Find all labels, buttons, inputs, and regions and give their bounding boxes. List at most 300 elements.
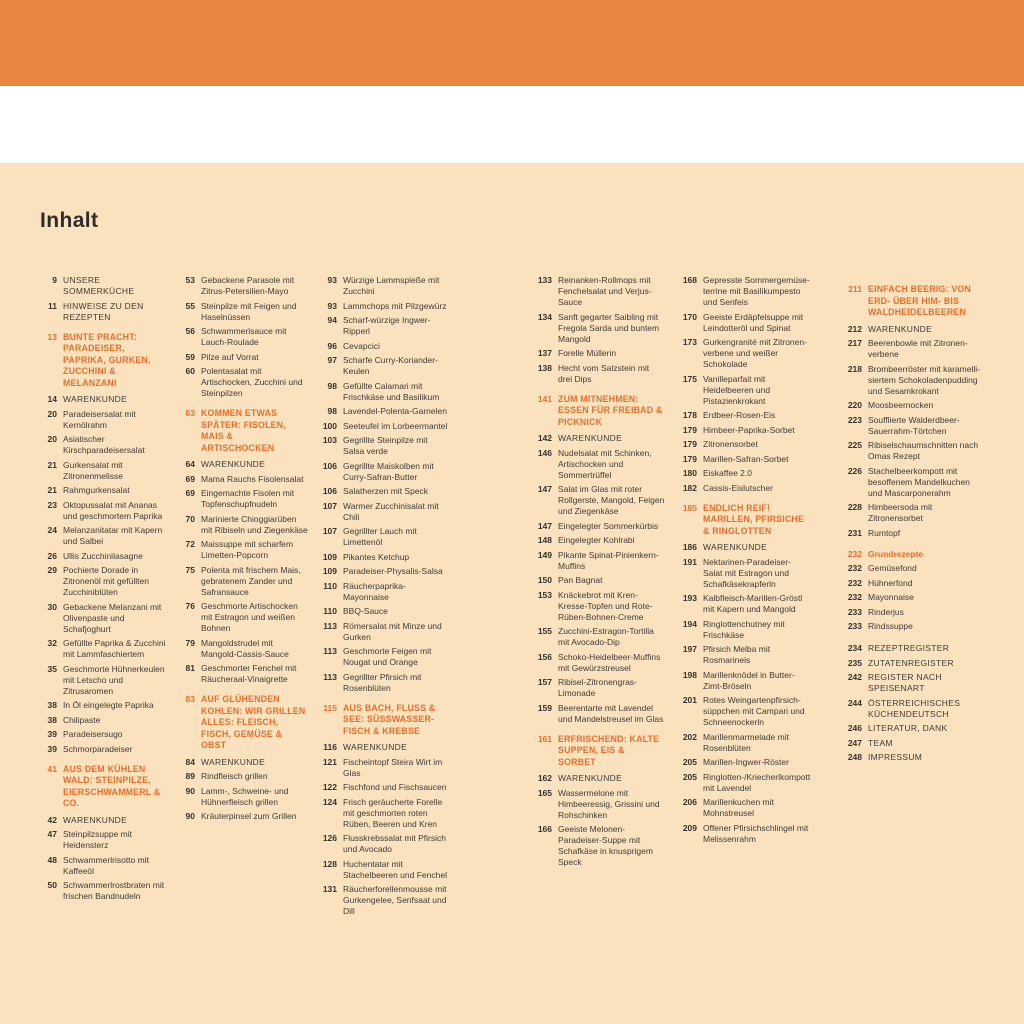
toc-entry-label: Schoko-Heidelbeer-Muffins mit Gewürzstreusel <box>558 651 661 673</box>
toc-entry-label: Kräuterpinsel zum Grillen <box>201 811 297 821</box>
toc-entry-page-number: 231 <box>847 527 862 538</box>
toc-entry-label: Frisch geräucherte Forelle mit geschmorten roten Rüben, Beeren und Kren <box>343 796 443 829</box>
toc-entry-page-number: 30 <box>47 601 57 612</box>
toc-entry-page-number: 131 <box>322 884 337 894</box>
toc-entry <box>320 581 450 603</box>
toc-entry-label: Geschmorte Feigen mit Nougat und Orange <box>343 646 432 667</box>
toc-entry <box>845 607 985 618</box>
toc-entry-label: Eingelegter Kohlrabi <box>558 535 635 545</box>
toc-entry-page-number: 53 <box>185 275 195 285</box>
toc-entry-page-number: 93 <box>327 275 337 285</box>
toc-entry <box>320 859 450 881</box>
toc-entry-label: Räucherpaprika-Mayonnaise <box>343 580 406 602</box>
toc-entry-page-number: 233 <box>847 606 862 617</box>
toc-entry-label: WARENKUNDE <box>201 459 266 469</box>
toc-entry-label: WARENKUNDE <box>63 814 128 825</box>
toc-entry <box>535 626 665 648</box>
toc-entry-label: Marillen-Safran-Sorbet <box>703 453 789 464</box>
toc-entry-page-number: 21 <box>47 459 57 470</box>
toc-entry-label: Würzige Lammspieße mit Zucchini <box>343 275 440 296</box>
toc-entry <box>40 700 170 711</box>
toc-entry-page-number: 186 <box>682 542 697 552</box>
toc-entry-label: UNSERE SOMMERKÜCHE <box>63 275 135 296</box>
toc-entry-label: Scharf-würzige Ingwer-Ripperl <box>343 315 431 336</box>
toc-entry-page-number: 50 <box>47 880 57 890</box>
toc-entry <box>40 565 170 598</box>
toc-entry <box>680 483 810 494</box>
toc-entry-label: WARENKUNDE <box>868 323 933 334</box>
toc-entry-page-number: 182 <box>682 482 697 493</box>
toc-entry <box>535 521 665 532</box>
toc-entry-label: Gegrillte Maiskolben mit Curry-Safran-Butter <box>343 460 434 482</box>
toc-entry <box>320 486 450 497</box>
toc-entry-label: Pikante Spinat-Pinienkern-Muffins <box>558 549 659 571</box>
toc-entry <box>845 698 985 720</box>
toc-entry <box>178 301 308 323</box>
toc-section-header <box>320 703 450 738</box>
toc-entry-page-number: 149 <box>537 549 552 560</box>
toc-entry-label: Huchentatar mit Stachelbeeren und Fenchel <box>343 858 447 880</box>
toc-entry-label: Schwammerlrostbraten mit frischen Bandnudeln <box>63 880 165 901</box>
toc-entry <box>680 425 810 436</box>
toc-entry <box>845 502 985 524</box>
toc-entry-page-number: 179 <box>682 453 697 464</box>
toc-entry-page-number: 98 <box>327 406 337 416</box>
toc-entry-page-number: 150 <box>537 575 552 585</box>
toc-entry <box>320 355 450 377</box>
toc-entry <box>535 484 665 517</box>
toc-entry-page-number: 212 <box>847 323 862 334</box>
toc-entry <box>320 672 450 694</box>
toc-entry-label: Marinierte Chioggiarüben mit Ribiseln und Ziegenkäse <box>201 513 308 535</box>
toc-entry <box>535 312 665 345</box>
toc-entry-page-number: 113 <box>323 671 337 682</box>
toc-entry <box>40 829 170 851</box>
toc-entry-page-number: 218 <box>847 363 862 374</box>
toc-entry-label: Ringlottenchutney mit Frischkäse <box>703 618 785 640</box>
toc-entry-page-number: 69 <box>185 473 195 484</box>
toc-entry <box>320 621 450 643</box>
toc-entry <box>178 539 308 561</box>
toc-entry-page-number: 173 <box>682 337 697 347</box>
toc-entry <box>535 433 665 444</box>
toc-entry <box>845 364 985 397</box>
toc-entry <box>178 811 308 822</box>
toc-entry <box>535 348 665 359</box>
toc-entry <box>680 454 810 465</box>
toc-entry-page-number: 79 <box>185 637 195 648</box>
toc-entry-page-number: 107 <box>322 500 337 511</box>
toc-entry-page-number: 81 <box>185 663 195 673</box>
toc-entry <box>680 757 810 768</box>
toc-entry-label: BBQ-Sauce <box>343 606 388 616</box>
toc-entry-label: REGISTER NACH SPEISENART <box>868 672 942 693</box>
toc-entry <box>680 670 810 692</box>
toc-entry-page-number: 133 <box>537 275 552 285</box>
toc-entry <box>178 663 308 685</box>
toc-entry-page-number: 32 <box>47 638 57 648</box>
toc-entry-page-number: 146 <box>537 447 552 458</box>
toc-entry-label: WARENKUNDE <box>63 394 128 404</box>
toc-entry-label: Eingelegter Sommerkürbis <box>558 520 659 531</box>
toc-entry-page-number: 35 <box>47 663 57 674</box>
toc-entry <box>320 782 450 793</box>
toc-entry-label: Rindssuppe <box>868 621 913 631</box>
toc-entry <box>40 815 170 826</box>
toc-entry-page-number: 38 <box>47 700 57 710</box>
toc-entry-page-number: 121 <box>322 756 337 767</box>
toc-column-3 <box>320 275 450 921</box>
toc-entry-label: WARENKUNDE <box>703 542 768 552</box>
toc-entry-page-number: 234 <box>847 643 862 653</box>
toc-entry-page-number: 69 <box>185 488 195 498</box>
toc-entry <box>535 652 665 674</box>
toc-entry-label: Lavendel-Polenta-Garnelen <box>343 406 447 416</box>
toc-entry <box>680 410 810 421</box>
toc-entry-page-number: 242 <box>847 672 862 682</box>
toc-entry-label: WARENKUNDE <box>558 773 623 783</box>
toc-entry-page-number: 89 <box>185 771 195 781</box>
toc-entry-label: Salatherzen mit Speck <box>343 486 429 496</box>
toc-entry <box>40 744 170 755</box>
toc-entry <box>680 557 810 590</box>
toc-entry-label: Rotes Weingartenpfirsichsüppchen mit Campari und Schneenockerln <box>703 695 805 727</box>
toc-entry-page-number: 155 <box>537 626 552 636</box>
toc-section-header <box>535 394 665 429</box>
toc-entry-label: Hühnerfond <box>868 577 913 588</box>
toc-entry-page-number: 110 <box>323 606 337 616</box>
toc-entry-label: Geschmorte Artischocken mit Estragon und weißen Bohnen <box>201 601 298 633</box>
toc-entry-label: Gurkengranité mit Zitronenverbene und weißer Schokolade <box>703 337 807 369</box>
toc-entry-page-number: 60 <box>185 366 195 376</box>
toc-entry <box>845 466 985 499</box>
toc-entry-label: Mayonnaise <box>868 592 914 602</box>
toc-entry-label: Wassermelone mit Himbeeressig, Grissini und Rohschinken <box>558 787 660 820</box>
toc-entry <box>535 677 665 699</box>
toc-entry-label: Paradeisersugo <box>63 729 123 739</box>
toc-entry-label: Grundrezepte <box>868 548 924 559</box>
toc-entry-page-number: 24 <box>47 525 57 535</box>
toc-entry <box>178 474 308 485</box>
toc-entry-label: Gebackene Parasole mit Zitrus-Petersilien-Mayo <box>201 275 295 296</box>
toc-entry-page-number: 168 <box>682 275 697 285</box>
toc-entry-label: Warmer Zucchinisalat mit Chili <box>343 500 439 522</box>
toc-entry <box>40 602 170 635</box>
toc-entry-label: Fischfond und Fischsaucen <box>343 782 447 792</box>
toc-entry-label: Seeteufel im Lorbeermantel <box>343 420 448 431</box>
toc-entry <box>40 409 170 431</box>
toc-entry-page-number: 232 <box>847 577 862 588</box>
toc-entry <box>535 824 665 868</box>
toc-entry-label: Gefüllte Calamari mit Frischkäse und Basilikum <box>343 380 440 402</box>
toc-entry-page-number: 115 <box>323 702 337 713</box>
toc-entry <box>178 601 308 634</box>
toc-entry-page-number: 232 <box>847 563 862 573</box>
toc-entry-label: Schmorparadeiser <box>63 743 133 754</box>
toc-entry-label: Himbeer-Paprika-Sorbet <box>703 424 795 435</box>
toc-entry-page-number: 41 <box>47 763 57 774</box>
toc-entry <box>535 448 665 481</box>
toc-entry <box>40 880 170 902</box>
toc-entry <box>40 434 170 456</box>
toc-entry <box>845 592 985 603</box>
toc-entry-label: Moosbeernocken <box>868 400 934 410</box>
toc-entry-label: Oktopussalat mit Ananas und geschmortem Paprika <box>63 499 163 521</box>
toc-entry-page-number: 98 <box>327 380 337 391</box>
toc-entry-page-number: 90 <box>185 785 195 796</box>
toc-entry <box>40 664 170 697</box>
toc-entry-label: In Öl eingelegte Paprika <box>63 700 154 710</box>
toc-entry-label: Paradeisersalat mit Kernölrahm <box>63 408 136 430</box>
toc-entry <box>320 461 450 483</box>
toc-entry-page-number: 217 <box>847 338 862 348</box>
toc-entry-page-number: 64 <box>185 459 195 469</box>
toc-entry-label: Pilze auf Vorrat <box>201 351 259 362</box>
toc-entry <box>535 535 665 546</box>
toc-entry-label: ZUM MITNEHMEN: ESSEN FÜR FREIBAD & PICKNICK <box>558 393 663 427</box>
toc-entry-page-number: 156 <box>537 651 552 662</box>
toc-entry-label: Gegrillter Pfirsich mit Rosenblüten <box>343 671 422 693</box>
toc-entry-label: LITERATUR, DANK <box>868 723 948 733</box>
toc-entry <box>40 301 170 323</box>
toc-entry <box>680 468 810 479</box>
toc-entry-label: Pochierte Dorade in Zitronenöl mit gefüllten Zucchiniblüten <box>63 565 149 597</box>
toc-entry-page-number: 70 <box>185 513 195 524</box>
toc-entry-page-number: 166 <box>537 824 552 834</box>
toc-entry-page-number: 110 <box>323 580 337 591</box>
toc-entry <box>845 621 985 632</box>
toc-entry <box>40 551 170 562</box>
toc-entry-page-number: 84 <box>185 756 195 767</box>
toc-entry-label: AUF GLÜHENDEN KOHLEN: WIR GRILLEN ALLES: FLEISCH, FISCH, GEMÜSE & OBST <box>201 694 306 750</box>
toc-section-header <box>535 734 665 769</box>
toc-entry-label: Ribiselschaumschnitten nach Omas Rezept <box>868 440 979 461</box>
toc-entry-page-number: 246 <box>847 723 862 733</box>
toc-entry-label: Zucchini-Estragon-Tortilla mit Avocado-Dip <box>558 626 654 647</box>
toc-entry <box>845 643 985 654</box>
toc-entry <box>845 723 985 734</box>
toc-entry <box>320 833 450 855</box>
toc-entry-label: Rindfleisch grillen <box>201 771 268 781</box>
toc-entry-page-number: 75 <box>185 564 195 575</box>
toc-entry-label: Räucherforellenmousse mit Gurkengelee, Senfsaat und Dill <box>343 884 447 916</box>
toc-entry-label: Asiatischer Kirschparadeisersalat <box>63 434 145 455</box>
toc-entry <box>178 771 308 782</box>
toc-entry <box>845 528 985 539</box>
toc-entry-label: Römersalat mit Minze und Gurken <box>343 620 442 642</box>
toc-entry <box>680 797 810 819</box>
toc-entry-label: Marillenknödel in Butter-Zimt-Bröseln <box>703 669 795 691</box>
toc-entry <box>535 703 665 725</box>
toc-entry-label: Gegrillter Lauch mit Limettenöl <box>343 526 417 547</box>
toc-entry-page-number: 206 <box>682 797 697 807</box>
toc-entry-page-number: 223 <box>847 414 862 425</box>
toc-section-header <box>178 694 308 752</box>
toc-entry <box>320 501 450 523</box>
toc-entry <box>40 500 170 522</box>
toc-entry-page-number: 228 <box>847 502 862 512</box>
toc-entry-label: Soufflierte Walderdbeer-Sauerrahm-Törtchen <box>868 414 960 436</box>
toc-entry <box>845 752 985 763</box>
toc-entry-label: Cevapcici <box>343 340 380 351</box>
toc-entry-label: ÖSTERREICHISCHES KÜCHENDEUTSCH <box>868 697 961 719</box>
toc-entry-label: Knäckebrot mit Kren-Kresse-Topfen und Rote-Rüben-Bohnen-Creme <box>558 589 653 622</box>
toc-entry-label: Geeiste Melonen-Paradeiser-Suppe mit Schafkäse in knusprigem Speck <box>558 824 653 867</box>
toc-entry-page-number: 232 <box>847 548 862 559</box>
toc-entry-page-number: 96 <box>327 340 337 351</box>
toc-entry-label: Ringlotten-/Kriecherlkompott mit Lavendel <box>703 771 811 793</box>
toc-entry-page-number: 83 <box>185 694 195 704</box>
toc-entry-label: Schwammerlrisotto mit Kaffeeöl <box>63 854 149 876</box>
toc-entry-page-number: 39 <box>47 729 57 739</box>
toc-entry-page-number: 137 <box>537 348 552 358</box>
toc-entry-label: BUNTE PRACHT: PARADEISER, PAPRIKA, GURKEN, ZUCCHINI & MELANZANI <box>63 331 151 388</box>
toc-entry-page-number: 226 <box>847 465 862 476</box>
toc-entry-page-number: 97 <box>327 355 337 365</box>
toc-entry-page-number: 220 <box>847 400 862 410</box>
toc-entry <box>680 542 810 553</box>
toc-entry-page-number: 233 <box>847 621 862 631</box>
toc-entry-page-number: 113 <box>323 620 337 631</box>
toc-entry-page-number: 211 <box>848 284 862 294</box>
toc-entry-label: KOMMEN ETWAS SPÄTER: FISOLEN, MAIS & ARTISCHOCKEN <box>201 408 286 453</box>
toc-entry <box>178 326 308 348</box>
toc-entry-page-number: 193 <box>682 593 697 603</box>
toc-entry-label: Gebackene Melanzani mit Olivenpaste und Schafjoghurt <box>63 601 162 634</box>
toc-entry <box>320 742 450 753</box>
toc-entry <box>680 695 810 728</box>
toc-entry-page-number: 72 <box>185 539 195 549</box>
toc-entry-label: AUS DEM KÜHLEN WALD: STEINPILZE, EIERSCHWAMMERL & CO. <box>63 763 161 808</box>
toc-entry-page-number: 165 <box>537 787 552 798</box>
toc-entry <box>320 526 450 548</box>
toc-entry-label: Melanzanitatar mit Kapern und Salbei <box>63 525 163 546</box>
toc-entry-label: Brombeerröster mit karamellisiertem Schokoladenpudding und Sesamkrokant <box>868 363 980 396</box>
toc-entry <box>680 439 810 450</box>
toc-entry <box>535 773 665 784</box>
toc-entry <box>535 550 665 572</box>
toc-entry-page-number: 59 <box>185 351 195 362</box>
toc-entry-page-number: 134 <box>537 311 552 322</box>
toc-entry <box>680 312 810 334</box>
toc-entry <box>845 563 985 574</box>
toc-entry-label: Gemüsefond <box>868 563 917 573</box>
toc-entry-label: Polenta mit frischem Mais, gebratenem Zander und Safransauce <box>201 564 301 597</box>
toc-entry-page-number: 29 <box>47 565 57 575</box>
toc-entry-page-number: 202 <box>682 731 697 742</box>
toc-entry <box>320 884 450 917</box>
toc-entry-label: Nudelsalat mit Schinken, Artischocken und Sommertrüffel <box>558 447 652 480</box>
toc-entry-page-number: 48 <box>47 854 57 865</box>
toc-entry-label: Erdbeer-Rosen-Eis <box>703 410 776 420</box>
toc-entry-label: Rahmgurkensalat <box>63 485 130 495</box>
toc-entry-label: Pfirsich Melba mit Rosmarineis <box>703 644 771 665</box>
toc-entry-label: Beerentarte mit Lavendel und Mandelstreusel im Glas <box>558 702 664 724</box>
toc-entry-page-number: 191 <box>682 556 697 567</box>
toc-entry-page-number: 38 <box>47 714 57 725</box>
toc-entry <box>535 363 665 385</box>
toc-entry-page-number: 122 <box>322 782 337 792</box>
toc-entry-page-number: 13 <box>47 331 57 342</box>
toc-entry <box>320 606 450 617</box>
toc-entry <box>40 729 170 740</box>
toc-entry-label: Kalbfleisch-Marillen-Gröstl mit Kapern und Mangold <box>703 593 803 614</box>
page-title: Inhalt <box>40 209 99 232</box>
toc-entry-page-number: 106 <box>322 486 337 496</box>
toc-entry-label: Marillen-Ingwer-Röster <box>703 757 789 767</box>
toc-entry-page-number: 148 <box>537 535 552 545</box>
toc-entry <box>178 786 308 808</box>
toc-entry-page-number: 76 <box>185 601 195 611</box>
toc-entry-page-number: 107 <box>322 526 337 536</box>
toc-column-2 <box>178 275 308 826</box>
toc-entry-page-number: 178 <box>682 410 697 420</box>
toc-entry-page-number: 109 <box>322 566 337 576</box>
toc-entry-page-number: 159 <box>537 702 552 713</box>
toc-entry <box>40 394 170 405</box>
toc-entry-page-number: 147 <box>537 520 552 531</box>
toc-entry-page-number: 180 <box>682 468 697 478</box>
toc-entry-page-number: 90 <box>185 811 195 821</box>
toc-entry-page-number: 198 <box>682 669 697 680</box>
toc-entry-page-number: 9 <box>52 275 57 285</box>
toc-entry <box>680 619 810 641</box>
toc-entry <box>680 732 810 754</box>
toc-entry-label: Gepresste Sommergemüseterrine mit Basilikumpesto und Senfeis <box>703 275 810 307</box>
toc-entry-label: Offener Pfirsichschlingel mit Melissenrahm <box>703 822 809 844</box>
toc-entry-label: Eingemachte Fisolen mit Topfenschupfnudeln <box>201 488 295 509</box>
toc-entry-label: Eiskaffee 2.0 <box>703 468 752 478</box>
toc-entry-label: Rinderjus <box>868 606 904 617</box>
toc-entry-label: Marillenkuchen mit Mohnstreusel <box>703 797 774 818</box>
toc-entry <box>320 275 450 297</box>
toc-entry-page-number: 194 <box>682 618 697 629</box>
toc-entry <box>535 575 665 586</box>
toc-entry-label: Polentasalat mit Artischocken, Zucchini und Steinpilzen <box>201 366 303 398</box>
toc-entry-label: Geschmorte Hühnerkeulen mit Letscho und Zitrusaromen <box>63 663 165 696</box>
toc-section-header <box>40 332 170 390</box>
toc-section-header <box>40 764 170 810</box>
toc-entry-page-number: 161 <box>537 733 552 744</box>
toc-entry <box>535 275 665 308</box>
toc-entry-label: Ribisel-Zitronengras-Limonade <box>558 677 637 698</box>
toc-entry <box>40 638 170 660</box>
toc-entry-label: Ullis Zucchinilasagne <box>63 550 143 561</box>
toc-entry-label: AUS BACH, FLUSS & SEE: SÜSSWASSER-FISCH & KREBSE <box>343 702 436 736</box>
toc-entry <box>320 421 450 432</box>
toc-entry-page-number: 185 <box>682 502 697 513</box>
toc-entry-page-number: 26 <box>47 550 57 561</box>
toc-entry-page-number: 109 <box>322 551 337 562</box>
toc-entry-page-number: 20 <box>47 408 57 419</box>
toc-entry-page-number: 142 <box>537 433 552 443</box>
toc-entry-label: Flusskrebssalat mit Pfirsich und Avocado <box>343 833 446 854</box>
toc-entry-label: Chilipaste <box>63 714 101 725</box>
toc-section-header <box>680 503 810 538</box>
toc-entry-page-number: 244 <box>847 697 862 708</box>
toc-entry-label: Lamm-, Schweine- und Hühnerfleisch grillen <box>201 785 289 807</box>
toc-entry <box>535 788 665 821</box>
toc-entry <box>680 772 810 794</box>
toc-entry <box>535 590 665 623</box>
toc-entry-page-number: 235 <box>847 657 862 668</box>
toc-entry-page-number: 56 <box>185 326 195 336</box>
toc-entry <box>178 275 308 297</box>
toc-page <box>0 163 1024 1024</box>
toc-entry-label: Salat im Glas mit roter Rollgerste, Mangold, Feigen und Ziegenkäse <box>558 484 665 516</box>
toc-entry <box>178 352 308 363</box>
toc-entry-page-number: 225 <box>847 440 862 450</box>
